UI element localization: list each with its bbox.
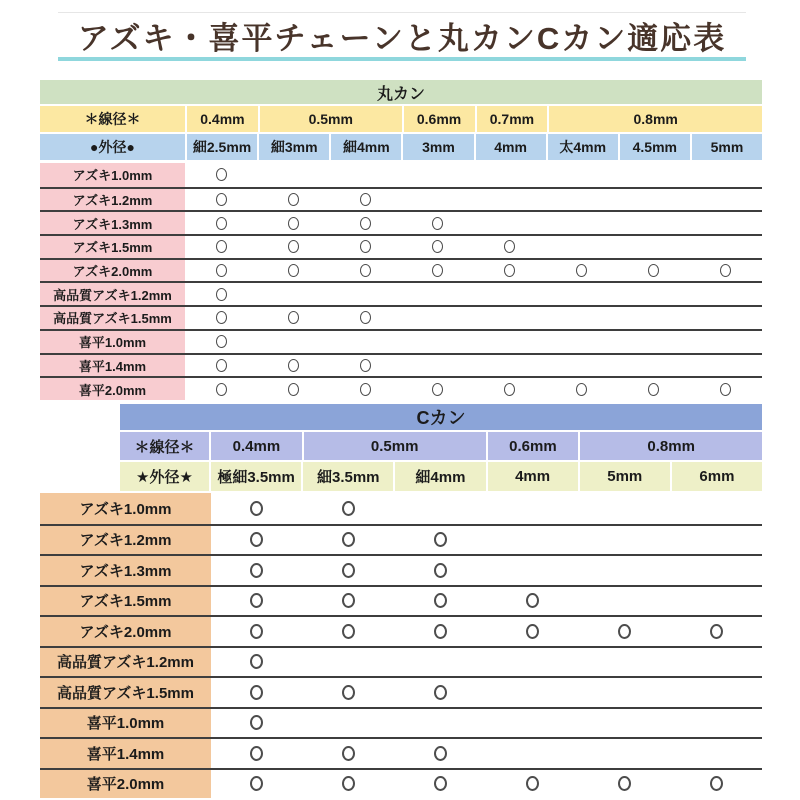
mark-cell [486, 617, 578, 646]
mark-cell [670, 556, 762, 585]
c-kan-table-body [40, 493, 762, 798]
circle-mark-icon [434, 532, 447, 547]
mark-cell [546, 307, 618, 329]
mark-cell [257, 163, 329, 187]
mark-cell [185, 189, 257, 211]
mark-cell [401, 283, 473, 305]
table-row [40, 210, 762, 234]
table-row [40, 353, 762, 377]
mark-cell [211, 739, 303, 768]
table-row [40, 376, 762, 400]
mark-cell [257, 378, 329, 400]
circle-mark-icon [250, 685, 263, 700]
circle-mark-icon [342, 563, 355, 578]
mark-cell [690, 260, 762, 282]
mark-cell [670, 526, 762, 555]
c-kan-table-body-block [40, 493, 762, 798]
page-title: アズキ・喜平チェーンと丸カンCカン適応表 [77, 20, 727, 56]
mark-cell [690, 307, 762, 329]
mark-cell [486, 709, 578, 738]
table-row [40, 163, 762, 187]
mark-cell [546, 236, 618, 258]
mark-cell [690, 236, 762, 258]
circle-mark-icon [342, 593, 355, 608]
outer-diameter-value: 細4mm [395, 462, 485, 491]
table-row [40, 615, 762, 646]
mark-cell [486, 770, 578, 799]
mark-cell [395, 587, 487, 616]
chain-row-label: 喜平1.0mm [40, 709, 211, 738]
mark-cell [578, 526, 670, 555]
mark-cell [578, 770, 670, 799]
circle-mark-icon [432, 217, 443, 230]
mark-cell [690, 355, 762, 377]
circle-mark-icon [504, 383, 515, 396]
c-kan-table-header [120, 432, 762, 491]
mark-cell [618, 212, 690, 234]
mark-cell [211, 556, 303, 585]
outer-diameter-row [120, 462, 762, 491]
mark-cell [395, 617, 487, 646]
mark-cell [578, 493, 670, 524]
mark-cell [211, 648, 303, 677]
circle-mark-icon [250, 501, 263, 516]
mark-cell [546, 378, 618, 400]
outer-diameter-value: 4mm [476, 134, 546, 160]
chain-row-label: 高品質アズキ1.5mm [40, 307, 185, 329]
mark-cell [395, 648, 487, 677]
outer-diameter-value: 細2.5mm [187, 134, 257, 160]
mark-cell [546, 283, 618, 305]
circle-mark-icon [250, 593, 263, 608]
mark-cell [670, 709, 762, 738]
table-row [40, 329, 762, 353]
mark-cell [303, 770, 395, 799]
mark-cell [578, 739, 670, 768]
mark-cell [401, 189, 473, 211]
wire-diameter-value: 0.6mm [488, 432, 579, 460]
circle-mark-icon [342, 685, 355, 700]
table-row [40, 258, 762, 282]
mark-cell [546, 212, 618, 234]
circle-mark-icon [360, 240, 371, 253]
mark-cell [670, 678, 762, 707]
circle-mark-icon [216, 217, 227, 230]
mark-cell [690, 331, 762, 353]
circle-mark-icon [432, 264, 443, 277]
mark-cell [546, 189, 618, 211]
circle-mark-icon [288, 311, 299, 324]
circle-mark-icon [216, 311, 227, 324]
mark-cell [185, 212, 257, 234]
mark-cell [395, 556, 487, 585]
mark-cell [329, 189, 401, 211]
mark-cell [329, 283, 401, 305]
mark-cell [257, 307, 329, 329]
outer-diameter-value: 3mm [403, 134, 473, 160]
mark-cell [257, 236, 329, 258]
mark-cell [257, 355, 329, 377]
circle-mark-icon [648, 383, 659, 396]
mark-cell [303, 556, 395, 585]
mark-cell [303, 678, 395, 707]
circle-mark-icon [648, 264, 659, 277]
mark-cell [618, 260, 690, 282]
outer-diameter-value: 極細3.5mm [211, 462, 301, 491]
mark-cell [618, 189, 690, 211]
chain-row-label: 高品質アズキ1.5mm [40, 678, 211, 707]
table-row [40, 768, 762, 799]
mark-cell [395, 678, 487, 707]
mark-cell [329, 163, 401, 187]
circle-mark-icon [360, 359, 371, 372]
mark-cell [211, 617, 303, 646]
mark-cell [474, 283, 546, 305]
circle-mark-icon [216, 335, 227, 348]
circle-mark-icon [216, 288, 227, 301]
mark-cell [486, 648, 578, 677]
circle-mark-icon [526, 776, 539, 791]
mark-cell [578, 648, 670, 677]
mark-cell [670, 648, 762, 677]
chain-row-label: アズキ1.2mm [40, 526, 211, 555]
mark-cell [401, 307, 473, 329]
mark-cell [303, 709, 395, 738]
circle-mark-icon [288, 264, 299, 277]
mark-cell [578, 587, 670, 616]
chain-row-label: アズキ1.5mm [40, 587, 211, 616]
chain-row-label: 喜平1.4mm [40, 355, 185, 377]
mark-cell [257, 260, 329, 282]
circle-mark-icon [720, 264, 731, 277]
table-row [40, 554, 762, 585]
table-row [40, 585, 762, 616]
mark-cell [329, 307, 401, 329]
mark-cell [474, 355, 546, 377]
chain-row-label: 喜平1.4mm [40, 739, 211, 768]
circle-mark-icon [504, 240, 515, 253]
mark-cell [211, 587, 303, 616]
mark-cell [395, 709, 487, 738]
mark-cell [303, 526, 395, 555]
mark-cell [670, 493, 762, 524]
circle-mark-icon [576, 383, 587, 396]
circle-mark-icon [618, 776, 631, 791]
circle-mark-icon [526, 593, 539, 608]
wire-diameter-value: 0.6mm [404, 106, 475, 132]
outer-diameter-value: 太4mm [548, 134, 618, 160]
circle-mark-icon [710, 776, 723, 791]
circle-mark-icon [216, 264, 227, 277]
mark-cell [401, 355, 473, 377]
mark-cell [474, 163, 546, 187]
mark-cell [401, 163, 473, 187]
mark-cell [185, 283, 257, 305]
mark-cell [185, 355, 257, 377]
mark-cell [690, 378, 762, 400]
circle-mark-icon [250, 532, 263, 547]
mark-cell [486, 526, 578, 555]
circle-mark-icon [360, 217, 371, 230]
table-row [40, 676, 762, 707]
circle-mark-icon [216, 359, 227, 372]
wire-diameter-value: 0.4mm [211, 432, 302, 460]
c-kan-table-title: Cカン [120, 404, 762, 430]
mark-cell [578, 678, 670, 707]
mark-cell [329, 236, 401, 258]
mark-cell [546, 260, 618, 282]
mark-cell [546, 355, 618, 377]
circle-mark-icon [288, 383, 299, 396]
maru-kan-table-title: 丸カン [40, 80, 762, 104]
mark-cell [401, 378, 473, 400]
mark-cell [395, 739, 487, 768]
mark-cell [670, 739, 762, 768]
outer-diameter-value: 5mm [580, 462, 670, 491]
mark-cell [618, 331, 690, 353]
chain-row-label: 喜平2.0mm [40, 770, 211, 799]
mark-cell [185, 236, 257, 258]
wire-diameter-value: 0.4mm [187, 106, 258, 132]
circle-mark-icon [710, 624, 723, 639]
mark-cell [578, 556, 670, 585]
circle-mark-icon [434, 593, 447, 608]
mark-cell [474, 307, 546, 329]
mark-cell [690, 163, 762, 187]
outer-diameter-value: 4.5mm [620, 134, 690, 160]
mark-cell [303, 739, 395, 768]
chain-row-label: アズキ2.0mm [40, 617, 211, 646]
mark-cell [401, 236, 473, 258]
mark-cell [257, 189, 329, 211]
chain-row-label: アズキ2.0mm [40, 260, 185, 282]
table-row [40, 646, 762, 677]
mark-cell [546, 331, 618, 353]
chain-row-label: アズキ1.0mm [40, 163, 185, 187]
circle-mark-icon [250, 776, 263, 791]
chain-row-label: アズキ1.5mm [40, 236, 185, 258]
table-row [40, 737, 762, 768]
mark-cell [185, 163, 257, 187]
wire-diameter-row [40, 106, 762, 132]
mark-cell [618, 307, 690, 329]
chain-row-label: アズキ1.0mm [40, 493, 211, 524]
mark-cell [486, 556, 578, 585]
mark-cell [211, 770, 303, 799]
circle-mark-icon [434, 563, 447, 578]
circle-mark-icon [342, 746, 355, 761]
circle-mark-icon [216, 240, 227, 253]
circle-mark-icon [288, 359, 299, 372]
chain-row-label: アズキ1.2mm [40, 189, 185, 211]
circle-mark-icon [434, 776, 447, 791]
mark-cell [395, 493, 487, 524]
mark-cell [257, 331, 329, 353]
mark-cell [670, 587, 762, 616]
circle-mark-icon [342, 624, 355, 639]
table-row [40, 524, 762, 555]
outer-diameter-value: 細4mm [331, 134, 401, 160]
circle-mark-icon [360, 311, 371, 324]
table-row [40, 305, 762, 329]
circle-mark-icon [434, 624, 447, 639]
table-row [40, 234, 762, 258]
wire-diameter-label: ＊線径＊ [40, 106, 185, 132]
mark-cell [401, 260, 473, 282]
chain-row-label: 高品質アズキ1.2mm [40, 648, 211, 677]
mark-cell [474, 212, 546, 234]
wire-diameter-row [120, 432, 762, 460]
table-row [40, 281, 762, 305]
page-title-box [58, 12, 746, 61]
outer-diameter-label: ●外径● [40, 134, 185, 160]
circle-mark-icon [504, 264, 515, 277]
mark-cell [546, 163, 618, 187]
circle-mark-icon [288, 240, 299, 253]
c-kan-table-header-block [120, 404, 762, 493]
outer-diameter-value: 4mm [488, 462, 578, 491]
circle-mark-icon [288, 217, 299, 230]
mark-cell [690, 283, 762, 305]
circle-mark-icon [360, 264, 371, 277]
mark-cell [578, 709, 670, 738]
mark-cell [211, 493, 303, 524]
mark-cell [670, 770, 762, 799]
mark-cell [329, 331, 401, 353]
circle-mark-icon [618, 624, 631, 639]
mark-cell [618, 378, 690, 400]
circle-mark-icon [250, 624, 263, 639]
mark-cell [303, 648, 395, 677]
circle-mark-icon [250, 715, 263, 730]
mark-cell [618, 163, 690, 187]
mark-cell [329, 378, 401, 400]
outer-diameter-label: ★外径★ [120, 462, 209, 491]
mark-cell [578, 617, 670, 646]
mark-cell [690, 189, 762, 211]
mark-cell [618, 283, 690, 305]
mark-cell [185, 378, 257, 400]
circle-mark-icon [288, 193, 299, 206]
mark-cell [474, 378, 546, 400]
outer-diameter-value: 細3mm [259, 134, 329, 160]
mark-cell [618, 355, 690, 377]
chain-row-label: 高品質アズキ1.2mm [40, 283, 185, 305]
mark-cell [185, 260, 257, 282]
wire-diameter-value: 0.8mm [580, 432, 762, 460]
mark-cell [303, 587, 395, 616]
mark-cell [329, 212, 401, 234]
mark-cell [303, 617, 395, 646]
chain-row-label: アズキ1.3mm [40, 212, 185, 234]
circle-mark-icon [360, 383, 371, 396]
maru-kan-table-body [40, 163, 762, 400]
circle-mark-icon [720, 383, 731, 396]
circle-mark-icon [432, 240, 443, 253]
mark-cell [211, 709, 303, 738]
table-row [40, 707, 762, 738]
mark-cell [486, 493, 578, 524]
circle-mark-icon [342, 501, 355, 516]
wire-diameter-value: 0.8mm [549, 106, 762, 132]
circle-mark-icon [216, 168, 227, 181]
mark-cell [486, 678, 578, 707]
outer-diameter-value: 6mm [672, 462, 762, 491]
circle-mark-icon [250, 654, 263, 669]
mark-cell [474, 260, 546, 282]
chain-row-label: 喜平2.0mm [40, 378, 185, 400]
mark-cell [303, 493, 395, 524]
mark-cell [185, 331, 257, 353]
mark-cell [474, 236, 546, 258]
mark-cell [690, 212, 762, 234]
mark-cell [474, 331, 546, 353]
circle-mark-icon [432, 383, 443, 396]
mark-cell [257, 212, 329, 234]
circle-mark-icon [360, 193, 371, 206]
circle-mark-icon [342, 532, 355, 547]
chain-row-label: 喜平1.0mm [40, 331, 185, 353]
circle-mark-icon [250, 563, 263, 578]
mark-cell [474, 189, 546, 211]
outer-diameter-value: 細3.5mm [303, 462, 393, 491]
mark-cell [329, 355, 401, 377]
wire-diameter-value: 0.7mm [477, 106, 548, 132]
mark-cell [401, 212, 473, 234]
circle-mark-icon [576, 264, 587, 277]
mark-cell [401, 331, 473, 353]
circle-mark-icon [434, 685, 447, 700]
circle-mark-icon [216, 383, 227, 396]
table-row [40, 187, 762, 211]
outer-diameter-value: 5mm [692, 134, 762, 160]
mark-cell [486, 739, 578, 768]
mark-cell [670, 617, 762, 646]
mark-cell [395, 770, 487, 799]
mark-cell [185, 307, 257, 329]
mark-cell [257, 283, 329, 305]
mark-cell [211, 526, 303, 555]
mark-cell [211, 678, 303, 707]
maru-kan-table [40, 80, 762, 400]
circle-mark-icon [342, 776, 355, 791]
mark-cell [486, 587, 578, 616]
mark-cell [618, 236, 690, 258]
maru-kan-table-header [40, 106, 762, 160]
outer-diameter-row [40, 134, 762, 160]
wire-diameter-value: 0.5mm [260, 106, 402, 132]
circle-mark-icon [216, 193, 227, 206]
chain-row-label: アズキ1.3mm [40, 556, 211, 585]
mark-cell [395, 526, 487, 555]
mark-cell [329, 260, 401, 282]
circle-mark-icon [526, 624, 539, 639]
circle-mark-icon [250, 746, 263, 761]
wire-diameter-value: 0.5mm [304, 432, 486, 460]
table-row [40, 493, 762, 524]
circle-mark-icon [434, 746, 447, 761]
wire-diameter-label: ＊線径＊ [120, 432, 209, 460]
